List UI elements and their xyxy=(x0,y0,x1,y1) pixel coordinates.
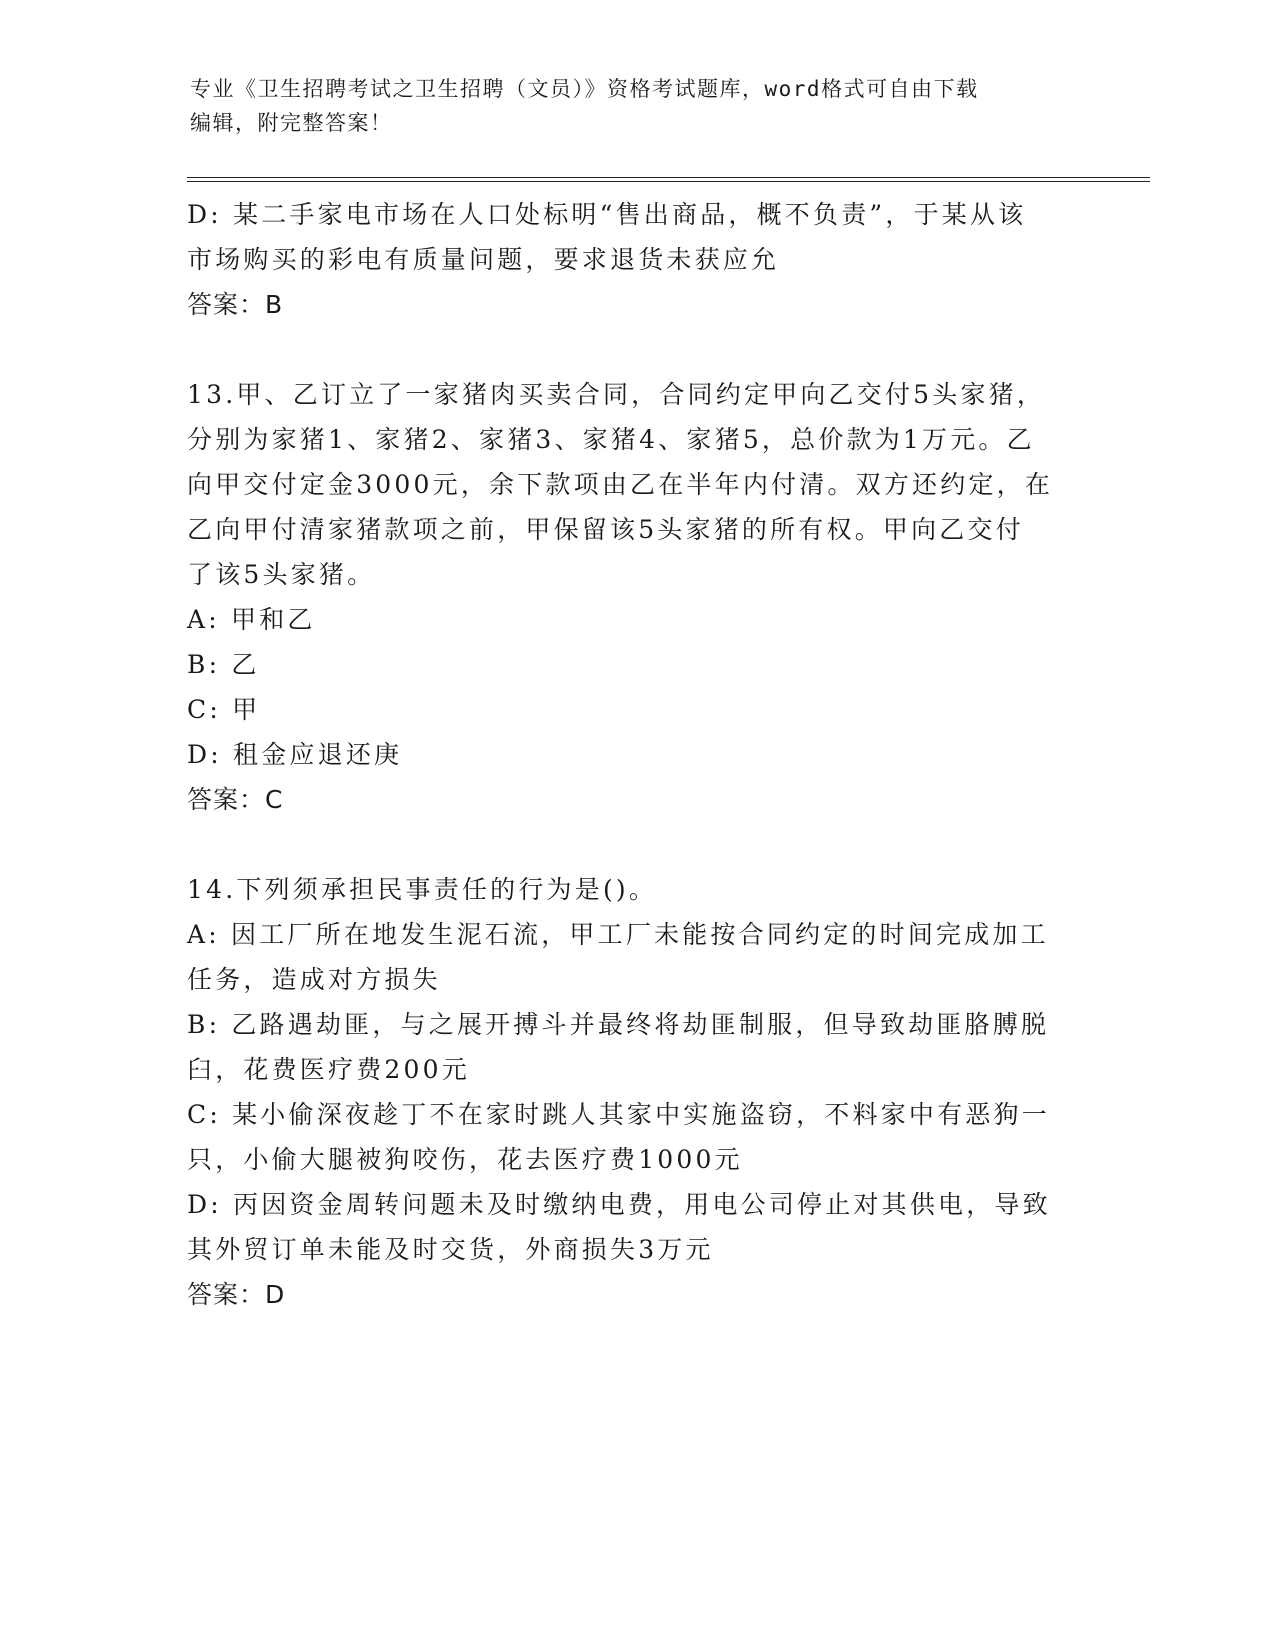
question-stem-line: 13.甲、乙订立了一家猪肉买卖合同，合同约定甲向乙交付5头家猪， xyxy=(187,380,1046,409)
previous-question-tail xyxy=(187,192,1077,327)
question-stem-line: 向甲交付定金3000元，余下款项由乙在半年内付清。双方还约定，在 xyxy=(187,470,1054,499)
option-d-line-1: D: 丙因资金周转问题未及时缴纳电费，用电公司停止对其供电，导致 xyxy=(187,1190,1051,1219)
answer-line: 答案：C xyxy=(187,785,284,814)
option-d-line-2: 其外贸订单未能及时交货，外商损失3万元 xyxy=(187,1235,714,1264)
answer-line: 答案：B xyxy=(187,290,284,319)
option-d-line-2: 市场购买的彩电有质量问题，要求退货未获应允 xyxy=(187,245,780,274)
question-14 xyxy=(187,867,1077,1317)
option-b-line-1: B: 乙路遇劫匪，与之展开搏斗并最终将劫匪制服，但导致劫匪胳膊脱 xyxy=(187,1010,1050,1039)
question-stem-line: 14.下列须承担民事责任的行为是()。 xyxy=(187,875,658,904)
question-stem-line: 了该5头家猪。 xyxy=(187,560,376,589)
question-stem-line: 乙向甲付清家猪款项之前，甲保留该5头家猪的所有权。甲向乙交付 xyxy=(187,515,1024,544)
option-a: A: 甲和乙 xyxy=(187,605,316,634)
option-b-line-2: 臼，花费医疗费200元 xyxy=(187,1055,470,1084)
option-d-line-1: D: 某二手家电市场在人口处标明“售出商品，概不负责”，于某从该 xyxy=(187,200,1027,229)
option-c-line-1: C: 某小偷深夜趁丁不在家时跳人其家中实施盗窃，不料家中有恶狗一 xyxy=(187,1100,1050,1129)
header-line-2: 编辑，附完整答案！ xyxy=(190,111,393,135)
option-a-line-1: A: 因工厂所在地发生泥石流，甲工厂未能按合同约定的时间完成加工 xyxy=(187,920,1049,949)
header-line-1: 专业《卫生招聘考试之卫生招聘（文员）》资格考试题库，word格式可自由下载 xyxy=(190,77,979,101)
option-c: C: 甲 xyxy=(187,695,261,724)
document-header xyxy=(190,72,1070,140)
header-double-rule xyxy=(187,177,1150,182)
question-13 xyxy=(187,372,1077,822)
option-b: B: 乙 xyxy=(187,650,260,679)
option-a-line-2: 任务，造成对方损失 xyxy=(187,965,441,994)
answer-line: 答案：D xyxy=(187,1280,286,1309)
option-d: D: 租金应退还庚 xyxy=(187,740,403,769)
paragraph-gap xyxy=(187,822,1077,867)
question-stem-line: 分别为家猪1、家猪2、家猪3、家猪4、家猪5，总价款为1万元。乙 xyxy=(187,425,1035,454)
document-body xyxy=(187,192,1077,1317)
option-c-line-2: 只，小偷大腿被狗咬伤，花去医疗费1000元 xyxy=(187,1145,743,1174)
paragraph-gap xyxy=(187,327,1077,372)
